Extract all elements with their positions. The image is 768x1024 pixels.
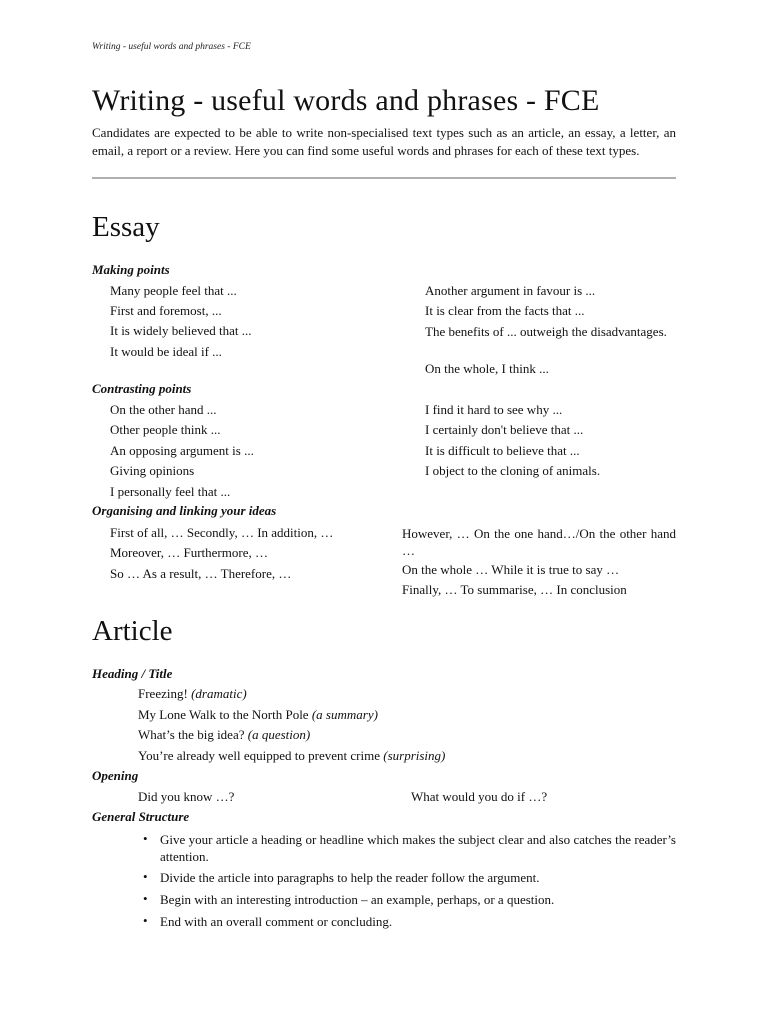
bullet-icon: • — [143, 831, 148, 846]
intro-paragraph: Candidates are expected to be able to write non-specialised text types such as an article, an essay, a letter, an email, a report or a review. Here you can find some useful words and phrases for each of these text types. — [92, 125, 676, 158]
list-item: Moreover, … Furthermore, … — [110, 545, 268, 560]
running-header: Writing - useful words and phrases - FCE — [92, 42, 251, 52]
example-text: My Lone Walk to the North Pole — [138, 707, 312, 722]
list-item: Giving opinions — [110, 463, 195, 478]
page-title: Writing - useful words and phrases - FCE — [92, 84, 600, 117]
list-item: I certainly don't believe that ... — [425, 422, 584, 437]
list-item: First and foremost, ... — [110, 303, 222, 318]
list-item: Did you know …? — [138, 789, 235, 804]
contrasting-points-heading: Contrasting points — [92, 381, 192, 396]
list-item: I personally feel that ... — [110, 484, 231, 499]
heading-title-subheading: Heading / Title — [92, 666, 173, 681]
example-note: (dramatic) — [191, 686, 247, 701]
list-item: On the whole, I think ... — [425, 361, 549, 376]
bullet-icon: • — [143, 869, 148, 884]
list-item: Begin with an interesting introduction – an example, perhaps, or a question. — [160, 892, 555, 907]
example-text: Freezing! — [138, 686, 192, 701]
list-item: I object to the cloning of animals. — [425, 463, 601, 478]
list-item: End with an overall comment or concluding. — [160, 914, 393, 929]
essay-heading: Essay — [92, 211, 160, 243]
list-item: An opposing argument is ... — [110, 443, 254, 458]
list-item: However, … On the one hand…/On the other hand … — [402, 526, 676, 558]
opening-subheading: Opening — [92, 768, 139, 783]
list-item: Give your article a heading or headline which makes the subject clear and also catches the reader’s attention. — [160, 832, 676, 864]
list-item: It would be ideal if ... — [110, 344, 222, 359]
making-points-heading: Making points — [92, 262, 170, 277]
list-item: It is clear from the facts that ... — [425, 303, 585, 318]
list-item — [138, 707, 378, 723]
title-divider — [92, 177, 676, 179]
list-item — [138, 727, 310, 743]
list-item: What would you do if …? — [411, 789, 548, 804]
list-item — [138, 686, 247, 702]
list-item: Another argument in favour is ... — [425, 283, 596, 298]
organising-heading: Organising and linking your ideas — [92, 503, 277, 518]
list-item — [138, 748, 445, 764]
example-note: (a summary) — [311, 707, 378, 722]
list-item: It is difficult to believe that ... — [425, 443, 580, 458]
list-item: First of all, … Secondly, … In addition, … — [110, 525, 334, 540]
bullet-icon: • — [143, 891, 148, 906]
example-text: You’re already well equipped to prevent crime — [138, 748, 384, 763]
list-item: It is widely believed that ... — [110, 323, 252, 338]
list-item: On the whole … While it is true to say … — [402, 562, 620, 577]
bullet-icon: • — [143, 913, 148, 928]
list-item: On the other hand ... — [110, 402, 217, 417]
example-note: (a question) — [247, 727, 311, 742]
example-note: (surprising) — [383, 748, 446, 763]
article-heading: Article — [92, 615, 173, 647]
list-item: So … As a result, … Therefore, … — [110, 566, 292, 581]
list-item: Other people think ... — [110, 422, 221, 437]
list-item: Finally, … To summarise, … In conclusion — [402, 582, 627, 597]
example-text: What’s the big idea? — [138, 727, 248, 742]
general-structure-subheading: General Structure — [92, 809, 190, 824]
list-item: The benefits of ... outweigh the disadvantages. — [425, 324, 667, 339]
list-item: I find it hard to see why ... — [425, 402, 563, 417]
list-item: Divide the article into paragraphs to help the reader follow the argument. — [160, 870, 540, 885]
list-item: Many people feel that ... — [110, 283, 237, 298]
